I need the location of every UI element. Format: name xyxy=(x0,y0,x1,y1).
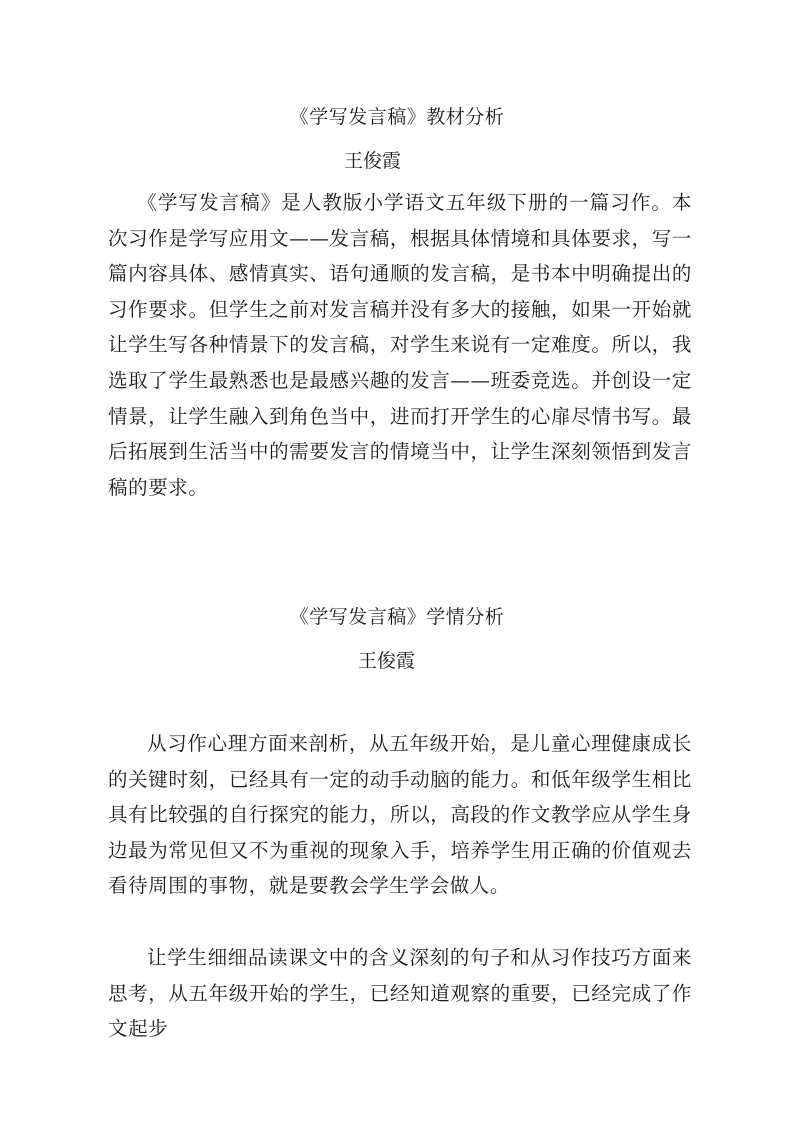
section-2-paragraph-1: 从习作心理方面来剖析，从五年级开始，是儿童心理健康成长的关键时刻，已经具有一定的动手动脑的能力。和低年级学生相比具有比较强的自行探究的能力，所以，高段的作文教学应从学生身边最为常见但又不为重视的现象入手，培养学生用正确的价值观去看待周围的事物，就是要教会学生学会做人。 xyxy=(108,732,692,898)
section-2-title: 《学写发言稿》学情分析 xyxy=(289,606,505,628)
section-1-paragraph: 《学写发言稿》是人教版小学语文五年级下册的一篇习作。本次习作是学写应用文——发言稿，根据具体情境和具体要求，写一篇内容具体、感情真实、语句通顺的发言稿，是书本中明确提出的习作要求。但学生之前对发言稿并没有多大的接触，如果一开始就让学生写各种情景下的发言稿，对学生来说有一定难度。所以，我选取了学生最熟悉也是最感兴趣的发言——班委竞选。并创设一定情景，让学生融入到角色当中，进而打开学生的心扉尽情书写。最后拓展到生活当中的需要发言的情境当中，让学生深刻领悟到发言稿的要求。 xyxy=(108,191,692,499)
section-2-author: 王俊霞 xyxy=(358,650,416,672)
section-1-title: 《学写发言稿》教材分析 xyxy=(289,106,505,128)
section-1-author: 王俊霞 xyxy=(344,150,402,172)
section-2-paragraph-2: 让学生细细品读课文中的含义深刻的句子和从习作技巧方面来思考，从五年级开始的学生，已经知道观察的重要，已经完成了作文起步 xyxy=(108,946,692,1041)
